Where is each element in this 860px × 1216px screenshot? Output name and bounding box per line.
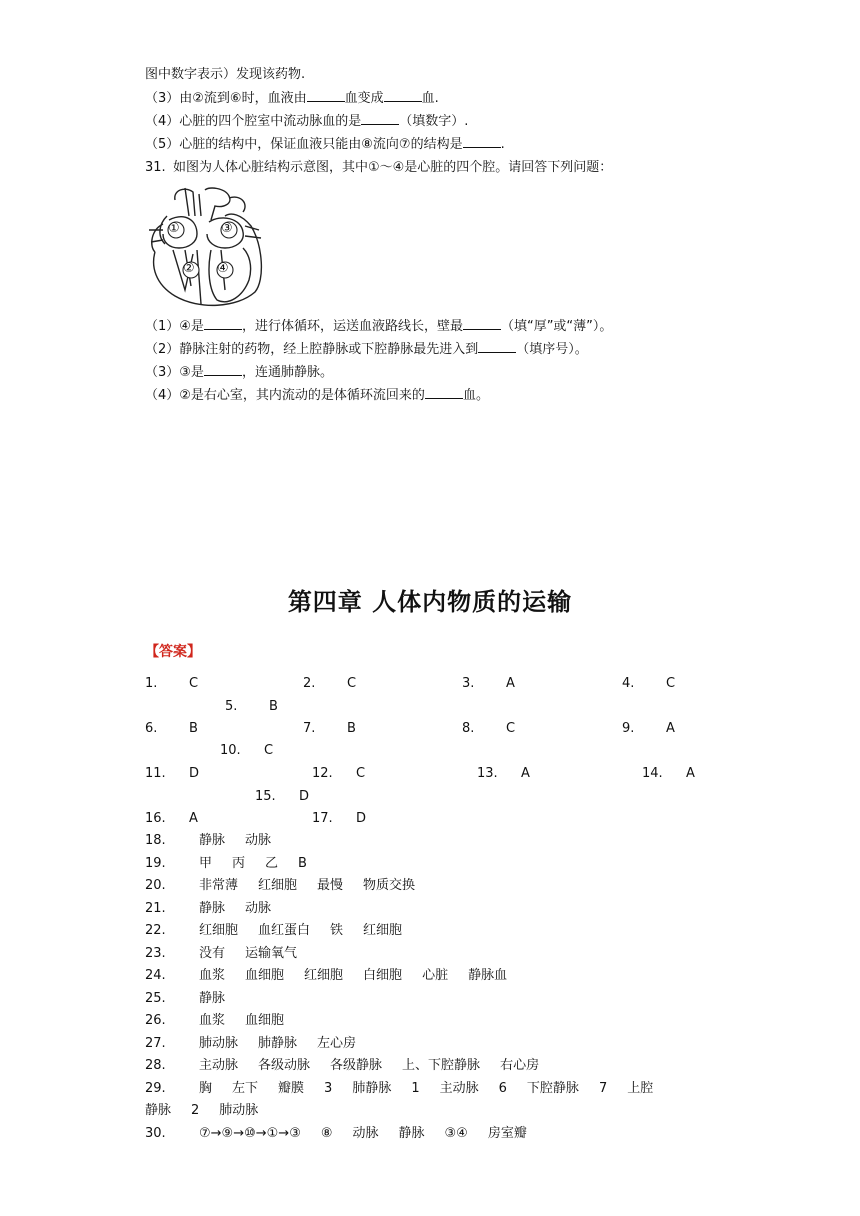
answer-row <box>145 853 327 875</box>
chapter-title: 第四章 人体内物质的运输 <box>287 588 573 616</box>
answer-text: 动脉 <box>352 1125 379 1141</box>
answer-text: 右心房 <box>500 1058 540 1073</box>
answer-number: 7. <box>303 721 316 736</box>
answer-item <box>477 763 530 785</box>
answer-text: 主动脉 <box>439 1080 479 1096</box>
answer-row <box>145 965 527 987</box>
answer-number: 3. <box>462 676 475 691</box>
answer-item <box>462 673 515 695</box>
answer-choice: C <box>264 743 274 758</box>
answer-text: 各级动脉 <box>258 1058 311 1073</box>
question-30-part-3: （3）由②流到⑥时，血液由 血变成 血. <box>145 87 439 110</box>
answer-number: 29. <box>145 1080 166 1096</box>
answer-item <box>145 673 198 695</box>
answer-text: 物质交换 <box>363 878 416 893</box>
answer-row <box>145 875 435 897</box>
answer-choice: A <box>666 721 675 736</box>
answer-text: 红细胞 <box>363 923 403 938</box>
answer-number: 22. <box>145 923 166 938</box>
answer-item <box>312 808 366 830</box>
heart-diagram <box>145 186 270 312</box>
answer-text: 房室瓣 <box>487 1125 527 1141</box>
answer-item <box>255 786 309 808</box>
answer-text: 3 <box>324 1080 333 1096</box>
answer-text: 下腔静脉 <box>526 1080 579 1096</box>
question-31-part-3: （3）③是 ，连通肺静脉。 <box>145 361 333 384</box>
answer-number: 19. <box>145 855 166 871</box>
answer-item <box>145 808 198 830</box>
answer-number: 16. <box>145 811 166 826</box>
answer-number: 1. <box>145 676 158 691</box>
question-31-part-1: （1）④是 ，进行体循环，运送血液路线长，壁最 （填“厚”或“薄”）。 <box>145 315 612 338</box>
answer-text: 最慢 <box>317 878 344 893</box>
answer-number: 10. <box>220 743 241 758</box>
answer-item <box>145 718 198 740</box>
answer-number: 6. <box>145 721 158 736</box>
answer-number: 17. <box>312 811 333 826</box>
answer-text: 心脏 <box>422 968 449 983</box>
answer-row <box>145 1010 304 1032</box>
answer-choice: A <box>686 766 695 781</box>
answer-number: 25. <box>145 990 166 1006</box>
answer-text: 肺动脉 <box>199 1035 239 1051</box>
question-30-part-5: （5）心脏的结构中，保证血液只能由⑧流向⑦的结构是 . <box>145 133 505 156</box>
answer-item <box>220 740 273 762</box>
answer-text: 肺静脉 <box>352 1080 392 1096</box>
answer-text: 静脉 <box>199 900 226 916</box>
answer-text: 血细胞 <box>245 1013 285 1028</box>
answer-choice: B <box>347 721 356 736</box>
answer-text: 瓣膜 <box>278 1080 305 1096</box>
answer-number: 27. <box>145 1035 166 1051</box>
answer-text: 血浆 <box>199 1013 226 1028</box>
answer-item <box>145 763 199 785</box>
answer-text: 胸 <box>199 1080 213 1096</box>
answer-text: 没有 <box>199 945 226 961</box>
answer-text: 1 <box>411 1080 420 1096</box>
answer-number: 14. <box>642 766 663 781</box>
question-31-part-4: （4）②是右心室，其内流动的是体循环流回来的 血。 <box>145 384 489 407</box>
answer-text: 左下 <box>232 1080 259 1096</box>
answer-text: 铁 <box>330 923 344 938</box>
answer-number: 2. <box>303 676 316 691</box>
answer-text: 红细胞 <box>199 923 239 938</box>
answer-text: ⑧ <box>320 1125 333 1141</box>
label-chamber-4: ④ <box>217 261 229 276</box>
answer-text: 6 <box>498 1080 507 1096</box>
label-chamber-2: ② <box>183 261 195 276</box>
answer-number: 12. <box>312 766 333 781</box>
answer-item <box>303 673 356 695</box>
answer-text: ⑦→⑨→⑩→①→③ <box>199 1125 301 1141</box>
answer-row <box>145 943 317 965</box>
answer-item <box>312 763 365 785</box>
answer-choice: C <box>347 676 357 691</box>
answer-choice: C <box>356 766 366 781</box>
answer-item <box>622 673 675 695</box>
answer-text: 运输氧气 <box>245 945 298 961</box>
answer-item <box>303 718 356 740</box>
answer-number: 5. <box>225 699 238 714</box>
answer-text: 静脉 <box>145 1103 172 1118</box>
answer-text: 白细胞 <box>363 968 403 983</box>
answer-number: 15. <box>255 789 276 804</box>
answer-text: 肺静脉 <box>258 1035 298 1051</box>
answer-number: 21. <box>145 900 166 916</box>
answer-text: 7 <box>598 1080 608 1096</box>
answer-text: 静脉 <box>199 833 226 848</box>
answer-text: 2 <box>191 1103 200 1118</box>
question-31-stem: 31. 如图为人体心脏结构示意图，其中①～④是心脏的四个腔。请回答下列问题： <box>145 160 613 175</box>
answer-text: 上腔 <box>627 1080 654 1096</box>
answer-text: 主动脉 <box>199 1058 239 1073</box>
answer-text: 血红蛋白 <box>258 923 311 938</box>
answer-row <box>145 1033 376 1055</box>
answer-text: 静脉 <box>199 990 226 1006</box>
answer-text: 乙 <box>265 855 279 871</box>
answer-text: 红细胞 <box>304 968 344 983</box>
answer-text: 上、下腔静脉 <box>402 1058 481 1073</box>
answer-row <box>145 898 291 920</box>
answer-heading: 【答案】 <box>145 644 201 660</box>
label-chamber-1: ① <box>168 221 180 236</box>
answer-text: 血浆 <box>199 968 226 983</box>
answer-number: 20. <box>145 878 166 893</box>
answer-number: 18. <box>145 833 166 848</box>
answer-choice: A <box>189 811 198 826</box>
answer-choice: D <box>299 789 310 804</box>
answer-text: 动脉 <box>245 833 272 848</box>
answer-item <box>642 763 695 785</box>
answer-row <box>145 1123 547 1145</box>
answer-choice: D <box>189 766 200 781</box>
answer-number: 9. <box>622 721 635 736</box>
answer-row <box>145 1078 673 1100</box>
answer-item <box>622 718 675 740</box>
answer-text: 非常薄 <box>199 878 239 893</box>
answer-number: 8. <box>462 721 475 736</box>
answer-row <box>145 988 245 1010</box>
label-chamber-3: ③ <box>221 221 233 236</box>
answer-text: 各级静脉 <box>330 1058 383 1073</box>
question-31-part-2: （2）静脉注射的药物，经上腔静脉或下腔静脉最先进入到 （填序号）。 <box>145 338 588 361</box>
answer-text: 左心房 <box>317 1035 357 1051</box>
answer-number: 23. <box>145 945 166 961</box>
answer-number: 13. <box>477 766 498 781</box>
answer-choice: C <box>189 676 199 691</box>
answer-choice: A <box>506 676 515 691</box>
answer-number: 11. <box>145 766 166 781</box>
answer-number: 30. <box>145 1125 166 1141</box>
answer-choice: D <box>356 811 367 826</box>
question-30-part-4: （4）心脏的四个腔室中流动脉血的是 （填数字）. <box>145 110 468 133</box>
answer-number: 28. <box>145 1058 166 1073</box>
answer-choice: B <box>189 721 198 736</box>
answer-choice: C <box>666 676 676 691</box>
answer-row <box>145 1055 559 1077</box>
answer-text: 静脉 <box>398 1125 425 1141</box>
answer-text: 肺动脉 <box>219 1103 259 1118</box>
answer-text: ③④ <box>444 1125 468 1141</box>
answer-number: 24. <box>145 968 166 983</box>
answer-text: 红细胞 <box>258 878 298 893</box>
question-30-fragment: 图中数字表示）发现该药物. <box>145 67 306 82</box>
answer-choice: A <box>521 766 530 781</box>
answer-row <box>145 1100 278 1122</box>
answer-choice: B <box>269 699 278 714</box>
answer-item <box>462 718 515 740</box>
answer-choice: C <box>506 721 516 736</box>
answer-number: 26. <box>145 1013 166 1028</box>
answer-number: 4. <box>622 676 635 691</box>
answer-text: 丙 <box>232 855 246 871</box>
answer-text: 静脉血 <box>468 968 508 983</box>
answer-row <box>145 920 422 942</box>
answer-text: 动脉 <box>245 900 272 916</box>
answer-text: 血细胞 <box>245 968 285 983</box>
answer-row <box>145 830 291 852</box>
answer-text: B <box>298 855 307 871</box>
answer-text: 甲 <box>199 855 213 871</box>
answer-item <box>225 696 278 718</box>
